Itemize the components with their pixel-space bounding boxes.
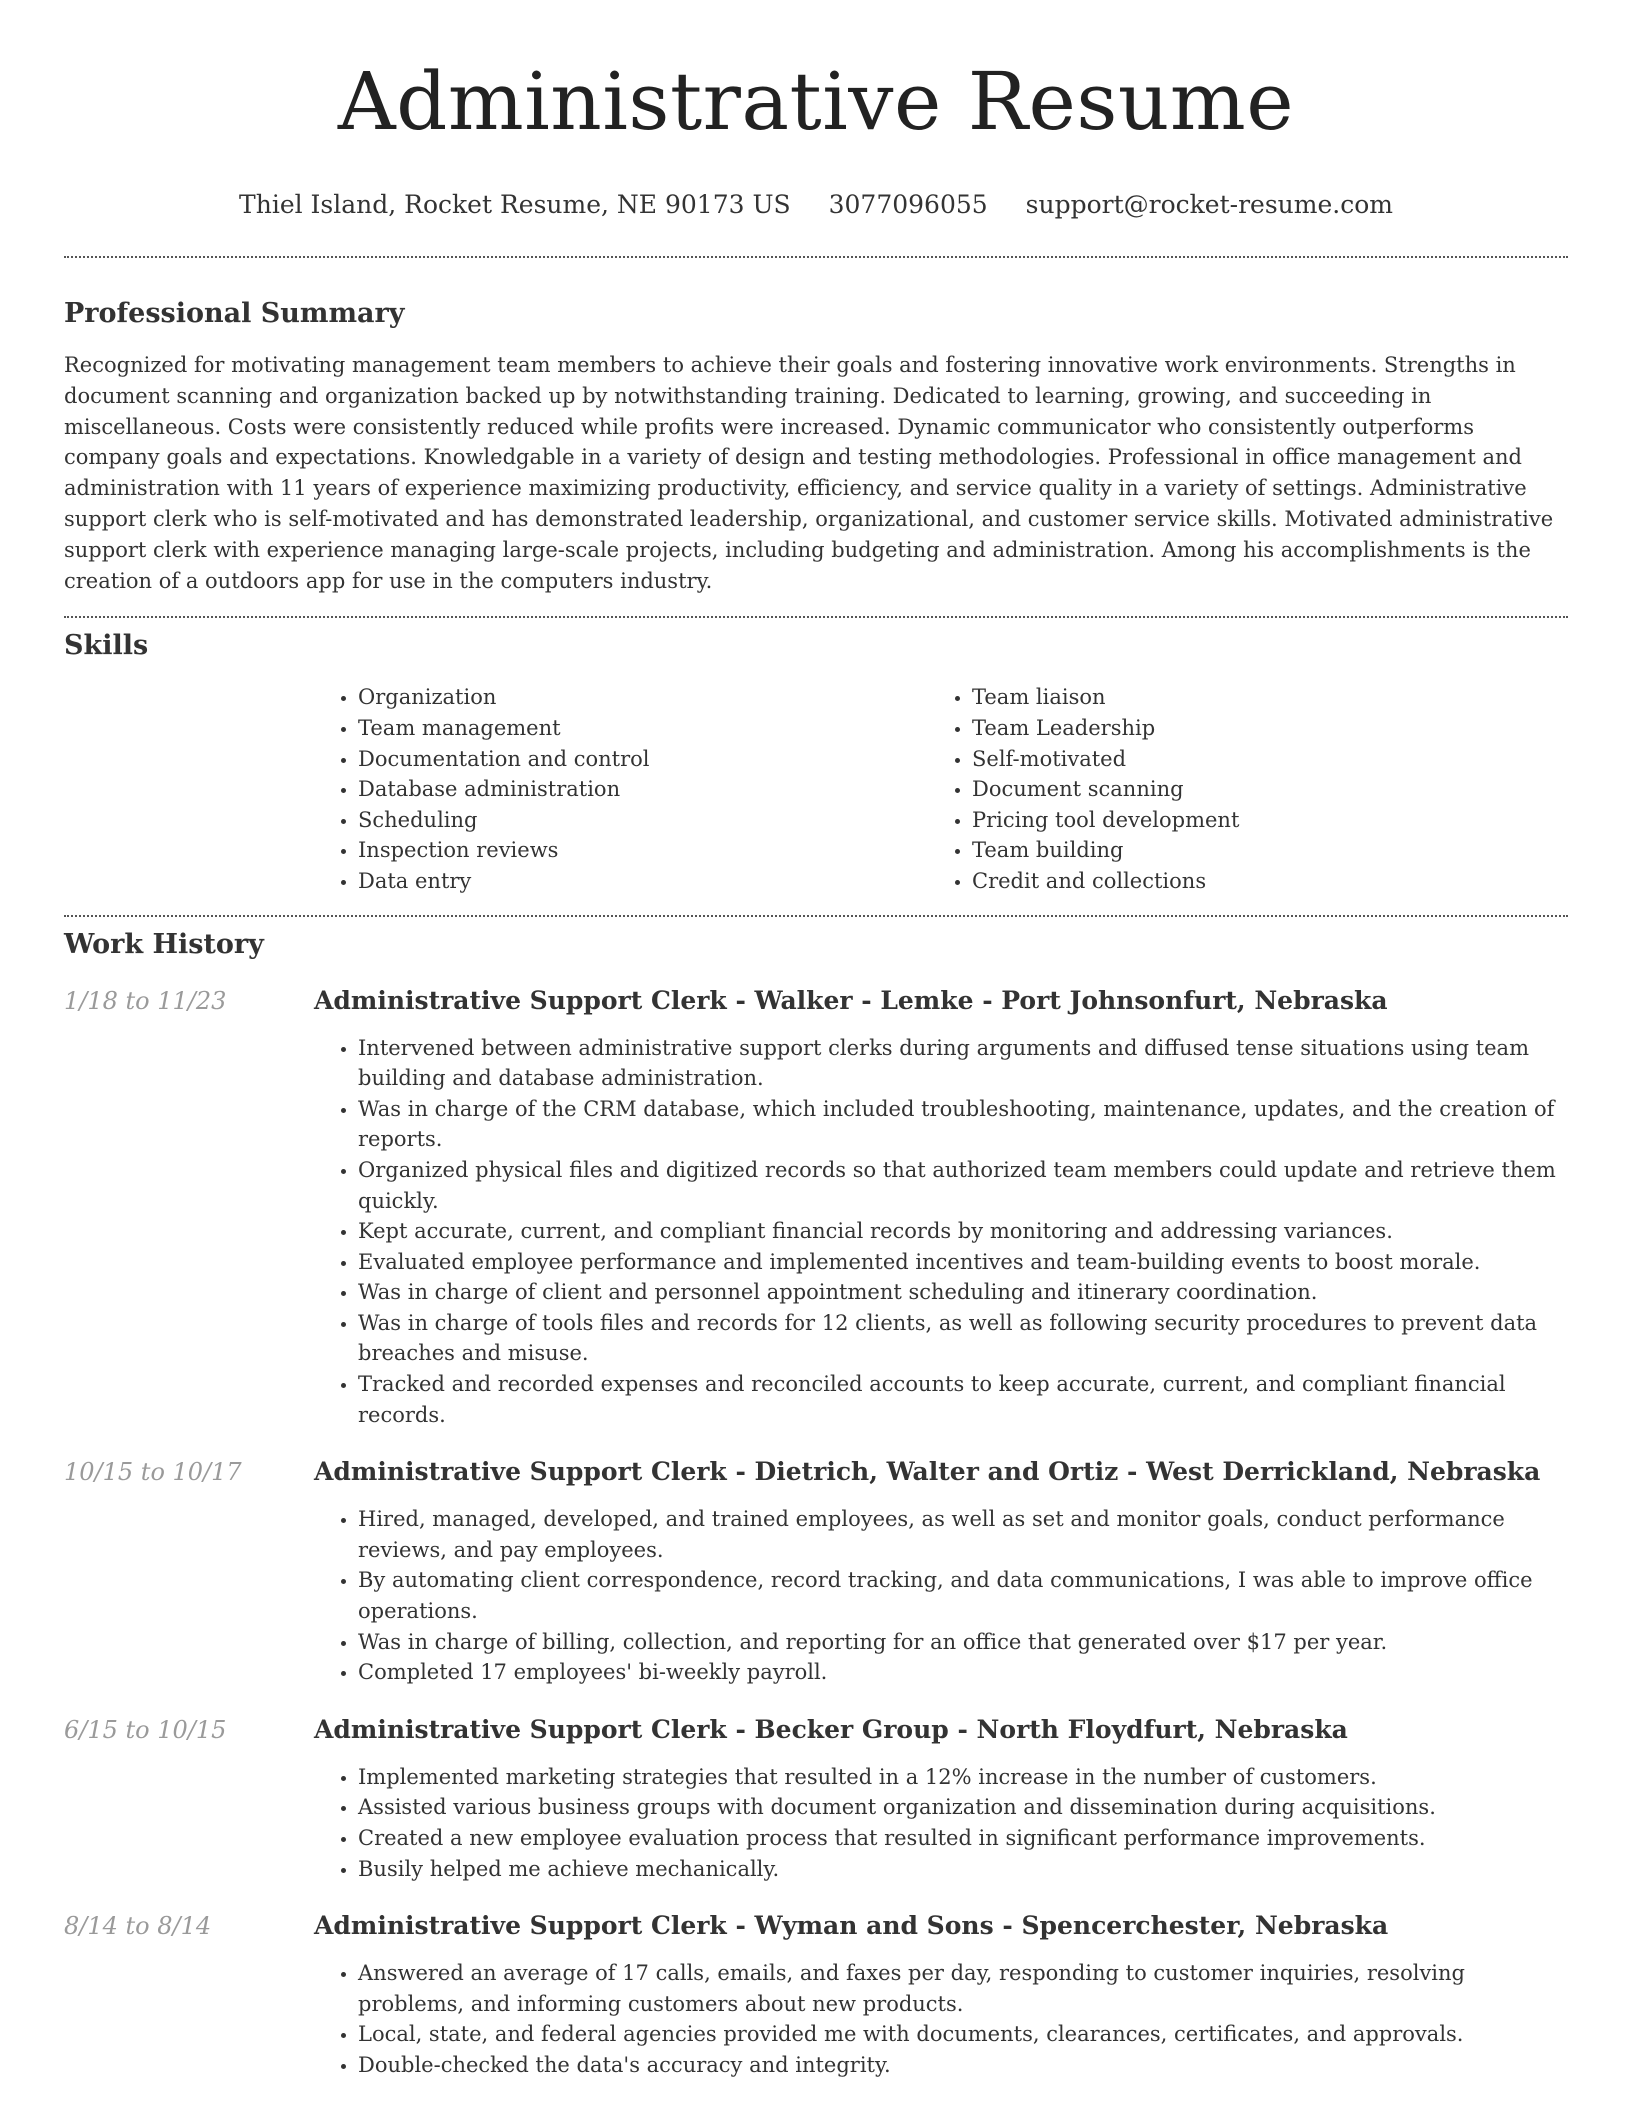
job-bullet: • Assisted various business groups with document organization and dissemination during acquisitions. bbox=[358, 1792, 1568, 1823]
job-body bbox=[314, 983, 1568, 1431]
skill-item: • Organization bbox=[358, 682, 928, 713]
job-bullets bbox=[314, 1762, 1568, 1884]
job-bullet: • Was in charge of tools files and records for 12 clients, as well as following security procedures to prevent data breaches and misuse. bbox=[358, 1308, 1568, 1369]
skill-item: • Credit and collections bbox=[972, 866, 1542, 897]
job-bullet: • Local, state, and federal agencies provided me with documents, clearances, certificates, and approvals. bbox=[358, 2019, 1568, 2050]
job-bullet: • Hired, managed, developed, and trained employees, as well as set and monitor goals, conduct performance reviews, and pay employees. bbox=[358, 1504, 1568, 1565]
skills-column-left bbox=[314, 682, 928, 896]
job-bullet: • Busily helped me achieve mechanically. bbox=[358, 1854, 1568, 1885]
job-bullet: • By automating client correspondence, record tracking, and data communications, I was able to improve office operations. bbox=[358, 1565, 1568, 1626]
skills-heading: Skills bbox=[64, 630, 149, 662]
skills-list bbox=[314, 682, 1568, 896]
job-bullet: • Was in charge of client and personnel appointment scheduling and itinerary coordination. bbox=[358, 1277, 1568, 1308]
work-history-heading: Work History bbox=[64, 928, 264, 960]
job-bullet: • Completed 17 employees' bi-weekly payroll. bbox=[358, 1657, 1568, 1688]
skill-item: • Database administration bbox=[358, 774, 928, 805]
job-body bbox=[314, 1712, 1568, 1884]
skill-item: • Document scanning bbox=[972, 774, 1542, 805]
skill-item: • Team liaison bbox=[972, 682, 1542, 713]
section-divider bbox=[64, 256, 1568, 258]
summary-heading: Professional Summary bbox=[64, 298, 405, 329]
skill-item: • Team building bbox=[972, 835, 1542, 866]
job-bullet: • Organized physical files and digitized records so that authorized team members could update and retrieve them quickly. bbox=[358, 1155, 1568, 1216]
job-entry bbox=[64, 1908, 1568, 2080]
skill-item: • Data entry bbox=[358, 866, 928, 897]
job-bullet: • Created a new employee evaluation process that resulted in significant performance improvements. bbox=[358, 1823, 1568, 1854]
job-dates: 6/15 to 10/15 bbox=[64, 1715, 227, 1744]
skill-item: • Inspection reviews bbox=[358, 835, 928, 866]
job-entry bbox=[64, 1454, 1568, 1688]
skill-item: • Documentation and control bbox=[358, 744, 928, 775]
skill-item: • Self-motivated bbox=[972, 744, 1542, 775]
job-body bbox=[314, 1908, 1568, 2080]
job-title: Administrative Support Clerk - Wyman and Sons - Spencerchester, Nebraska bbox=[314, 1911, 1389, 1941]
summary-text: Recognized for motivating management team members to achieve their goals and fostering innovative work environments. Strengths in document scanning and organization backed up by notwithstanding training. Dedicated to learning, growing, and succeeding in miscellaneous. Costs were consistently reduced while profits were increased. Dynamic communicator who consistently outperforms company goals and expectations. Knowledgable in a variety of design and testing methodologies. Professional in office management and administration with 11 years of experience maximizing productivity, efficiency, and service quality in a variety of settings. Administrative support clerk who is self-motivated and has demonstrated leadership, organizational, and customer service skills. Motivated administrative support clerk with experience managing large-scale projects, including budgeting and administration. Among his accomplishments is the creation of a outdoors app for use in the computers industry. bbox=[64, 353, 1554, 593]
job-title: Administrative Support Clerk - Becker Group - North Floydfurt, Nebraska bbox=[314, 1714, 1348, 1744]
contact-line bbox=[64, 188, 1568, 222]
section-divider bbox=[64, 915, 1568, 917]
job-bullet: • Intervened between administrative support clerks during arguments and diffused tense situations using team building and database administration. bbox=[358, 1033, 1568, 1094]
section-divider bbox=[64, 616, 1568, 618]
job-dates: 8/14 to 8/14 bbox=[64, 1912, 212, 1941]
job-title: Administrative Support Clerk - Walker - Lemke - Port Johnsonfurt, Nebraska bbox=[314, 985, 1388, 1015]
job-bullets bbox=[314, 1958, 1568, 2080]
job-entry bbox=[64, 1712, 1568, 1884]
job-bullets bbox=[314, 1504, 1568, 1688]
job-title: Administrative Support Clerk - Dietrich, Walter and Ortiz - West Derrickland, Nebraska bbox=[314, 1457, 1541, 1487]
job-bullet: • Was in charge of the CRM database, which included troubleshooting, maintenance, updates, and the creation of reports. bbox=[358, 1094, 1568, 1155]
job-bullet: • Implemented marketing strategies that resulted in a 12% increase in the number of customers. bbox=[358, 1762, 1568, 1793]
job-dates: 10/15 to 10/17 bbox=[64, 1458, 242, 1487]
job-bullet: • Evaluated employee performance and implemented incentives and team-building events to boost morale. bbox=[358, 1247, 1568, 1278]
job-bullets bbox=[314, 1033, 1568, 1431]
job-bullet: • Answered an average of 17 calls, emails, and faxes per day, responding to customer inquiries, resolving problems, and informing customers about new products. bbox=[358, 1958, 1568, 2019]
job-bullet: • Tracked and recorded expenses and reconciled accounts to keep accurate, current, and compliant financial records. bbox=[358, 1369, 1568, 1430]
contact-email[interactable]: support@rocket-resume.com bbox=[1025, 190, 1393, 219]
job-body bbox=[314, 1454, 1568, 1688]
job-bullet: • Double-checked the data's accuracy and integrity. bbox=[358, 2050, 1568, 2081]
contact-phone: 3077096055 bbox=[828, 190, 988, 219]
job-dates: 1/18 to 11/23 bbox=[64, 986, 227, 1015]
job-bullet: • Kept accurate, current, and compliant financial records by monitoring and addressing variances. bbox=[358, 1216, 1568, 1247]
skill-item: • Team Leadership bbox=[972, 713, 1542, 744]
job-bullet: • Was in charge of billing, collection, and reporting for an office that generated over $17 per year. bbox=[358, 1627, 1568, 1658]
skill-item: • Scheduling bbox=[358, 805, 928, 836]
resume-title: Administrative Resume bbox=[337, 55, 1295, 148]
job-entry bbox=[64, 983, 1568, 1431]
skills-column-right bbox=[928, 682, 1542, 896]
skill-item: • Team management bbox=[358, 713, 928, 744]
skill-item: • Pricing tool development bbox=[972, 805, 1542, 836]
contact-address: Thiel Island, Rocket Resume, NE 90173 US bbox=[239, 190, 791, 219]
